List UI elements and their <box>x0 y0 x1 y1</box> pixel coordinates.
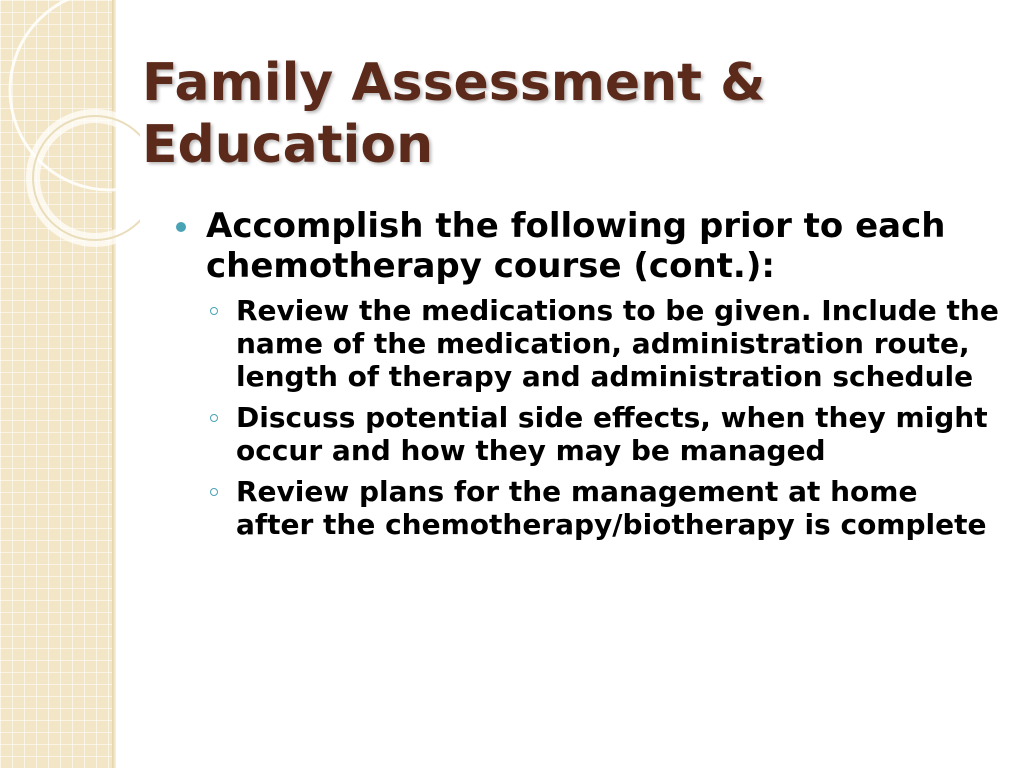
bullet-item <box>174 206 1004 286</box>
bullet-dot-icon <box>176 222 186 232</box>
sub-bullet-item <box>204 401 1004 467</box>
hollow-circle-bullet-icon <box>210 307 218 315</box>
decorative-circles <box>0 0 140 260</box>
slide-content <box>174 206 1004 549</box>
sub-bullet-item <box>204 294 1004 393</box>
sub-bullet-text: Review the medications to be given. Include the name of the medication, administration route, length of therapy and administration schedule <box>236 294 999 393</box>
hollow-circle-bullet-icon <box>210 414 218 422</box>
sub-bullet-list <box>204 294 1004 541</box>
hollow-circle-bullet-icon <box>210 488 218 496</box>
bullet-text: Accomplish the following prior to each chemotherapy course (cont.): <box>206 206 946 286</box>
slide-title: Family Assessment & Education <box>142 53 766 175</box>
sub-bullet-text: Review plans for the management at home after the chemotherapy/biotherapy is complete <box>236 475 987 541</box>
sub-bullet-text: Discuss potential side effects, when they might occur and how they may be managed <box>236 401 988 467</box>
sub-bullet-item <box>204 475 1004 541</box>
